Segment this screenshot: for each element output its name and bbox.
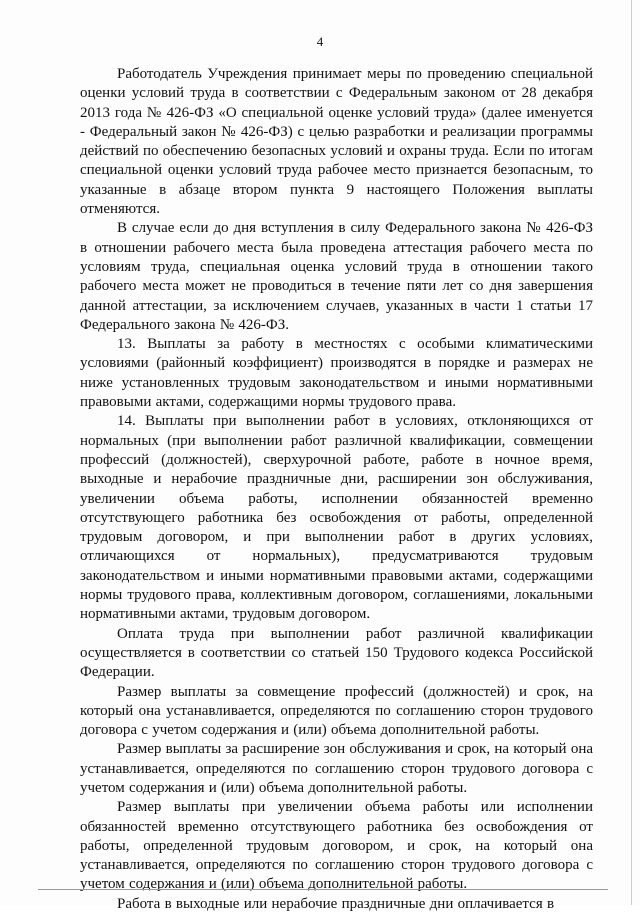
document-body — [80, 65, 593, 914]
scan-right-edge — [631, 0, 632, 905]
paragraph-item-13: 13. Выплаты за работу в местностях с особыми климатическими условиями (районный коэффициент) производятся в порядке и размерах не ниже установленных трудовым законодательством и иными нормативными правовыми актами, содержащими нормы трудового права. — [80, 336, 593, 411]
paragraph-special-assessment: Работодатель Учреждения принимает меры по проведению специальной оценки условий труда в соответствии с Федеральным законом от 28 декабря 2013 года № 426-ФЗ «О специальной оценке условий труда» (далее именуется - Федеральный закон № 426-ФЗ) с целью разработки и реализации программы действий по обеспечению безопасных условий и охраны труда. Если по итогам специальной оценки условий труда рабочее место признается безопасным, то указанные в абзаце втором пункта 9 настоящего Положения выплаты отменяются. — [80, 66, 593, 218]
paragraph-service-zones: Размер выплаты за расширение зон обслуживания и срок, на который она устанавливается, определяются по соглашению сторон трудового договора с учетом содержания и (или) объема дополнительной работы. — [80, 741, 593, 796]
paragraph-workload-increase: Размер выплаты при увеличении объема работы или исполнении обязанностей временно отсутствующего работника без освобождения от работы, определенной трудовым договором, и срок, на который она устанавливается, определяются по соглашению сторон трудового договора с учетом содержания и (или) объема дополнительной работы. — [80, 799, 593, 893]
scan-bottom-edge — [38, 889, 608, 890]
paragraph-attestation: В случае если до дня вступления в силу Федерального закона № 426-ФЗ в отношении рабочего места была проведена аттестация рабочего места по условиям труда, специальная оценка условий труда в отношении такого рабочего места может не проводиться в течение пяти лет со дня завершения данной аттестации, за исключением случаев, указанных в части 1 статьи 17 Федерального закона № 426-ФЗ. — [80, 220, 593, 333]
paragraph-qualification-pay: Оплата труда при выполнении работ различной квалификации осуществляется в соответствии со статьей 150 Трудового кодекса Российской Федерации. — [80, 625, 593, 681]
paragraph-item-14: 14. Выплаты при выполнении работ в условиях, отклоняющихся от нормальных (при выполнении работ различной квалификации, совмещении профессий (должностей), сверхурочной работе, работе в ночное время, выходные и нерабочие праздничные дни, расширении зон обслуживания, увеличении объема работы, исполнении обязанностей временно отсутствующего работника без освобождения от работы, определенной трудовым договором, и при выполнении работ в других условиях, отличающихся от нормальных), предусматриваются трудовым законодательством и иными нормативными правовыми актами, содержащими нормы трудового права, коллективным договором, соглашениями, локальными нормативными актами, трудовым договором. — [80, 413, 593, 623]
paragraph-combining-professions: Размер выплаты за совмещение профессий (должностей) и срок, на который она устанавливается, определяются по соглашению сторон трудового договора с учетом содержания и (или) объема дополнительной работы. — [80, 683, 593, 739]
page-number: 4 — [316, 34, 324, 49]
paragraph-weekend-work: Работа в выходные или нерабочие праздничные дни оплачивается в — [117, 895, 555, 912]
